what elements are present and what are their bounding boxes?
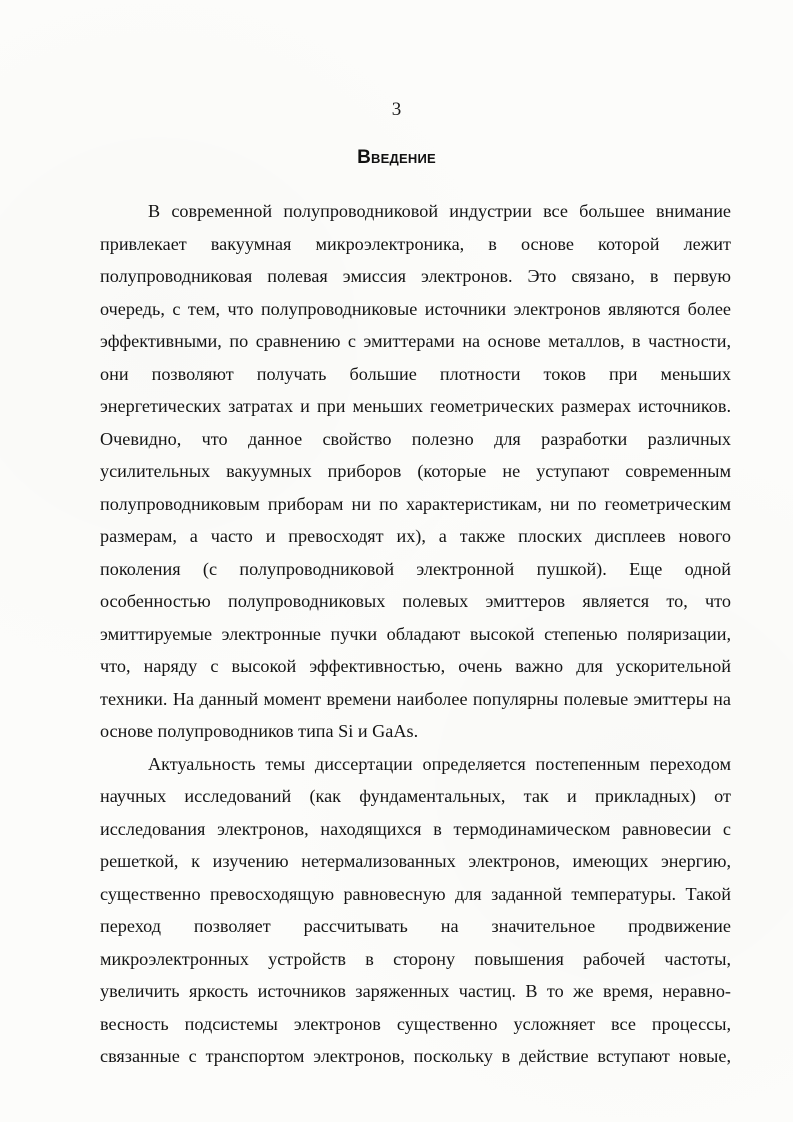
text-line: они позволяют получать большие плотности токов при меньших <box>100 363 731 384</box>
text-line: исследования электронов, находящихся в термодинамическом равновесии с <box>100 818 731 839</box>
text-line: Актуальность темы диссертации определяется постепенным переходом <box>148 753 731 774</box>
section-title: Введение <box>357 147 436 168</box>
text-line: переход позволяет рассчитывать на значительное продвижение <box>100 916 731 936</box>
text-line: весность подсистемы электронов существенно усложняет все процессы, <box>100 1013 731 1034</box>
page-number: 3 <box>391 99 402 120</box>
text-line: научных исследований (как фундаментальных, так и прикладных) от <box>100 786 731 806</box>
text-line: размерам, а часто и превосходят их), а также плоских дисплеев нового <box>100 526 731 546</box>
text-line: полупроводниковая полевая эмиссия электронов. Это связано, в первую <box>100 266 731 286</box>
text-line: техники. На данный момент времени наиболее популярны полевые эмиттеры на <box>100 688 731 709</box>
text-line: привлекает вакуумная микроэлектроника, в основе которой лежит <box>100 233 731 254</box>
text-line: решеткой, к изучению нетермализованных электронов, имеющих энергию, <box>100 851 731 871</box>
paragraph-intro <box>100 199 731 752</box>
text-line: связанные с транспортом электронов, поскольку в действие вступают новые, <box>100 1046 731 1066</box>
text-line: усилительных вакуумных приборов (которые не уступают современным <box>100 461 731 481</box>
paragraph-relevance <box>100 752 731 1077</box>
text-line: что, наряду с высокой эффективностью, очень важно для ускорительной <box>100 656 731 676</box>
text-line: Очевидно, что данное свойство полезно для разработки различных <box>100 428 731 449</box>
text-line: эмиттируемые электронные пучки обладают высокой степенью поляризации, <box>100 623 731 644</box>
text-line: очередь, с тем, что полупроводниковые источники электронов являются более <box>100 298 731 319</box>
text-line: микроэлектронных устройств в сторону повышения рабочей частоты, <box>100 948 731 969</box>
text-line: существенно превосходящую равновесную для заданной температуры. Такой <box>100 883 731 904</box>
text-line: особенностью полупроводниковых полевых эмиттеров является то, что <box>100 591 731 611</box>
text-line: энергетических затратах и при меньших геометрических размерах источников. <box>100 396 731 416</box>
body-text <box>100 199 731 1077</box>
text-line: увеличить яркость источников заряженных частиц. В то же время, неравно- <box>100 981 731 1001</box>
text-line: полупроводниковым приборам ни по характеристикам, ни по геометрическим <box>100 493 731 514</box>
text-line: основе полупроводников типа Si и GaAs. <box>100 721 419 741</box>
text-line: поколения (с полупроводниковой электронной пушкой). Еще одной <box>100 558 731 579</box>
text-line: эффективными, по сравнению с эмиттерами на основе металлов, в частности, <box>100 331 731 351</box>
text-line: В современной полупроводниковой индустрии все большее внимание <box>148 201 731 221</box>
